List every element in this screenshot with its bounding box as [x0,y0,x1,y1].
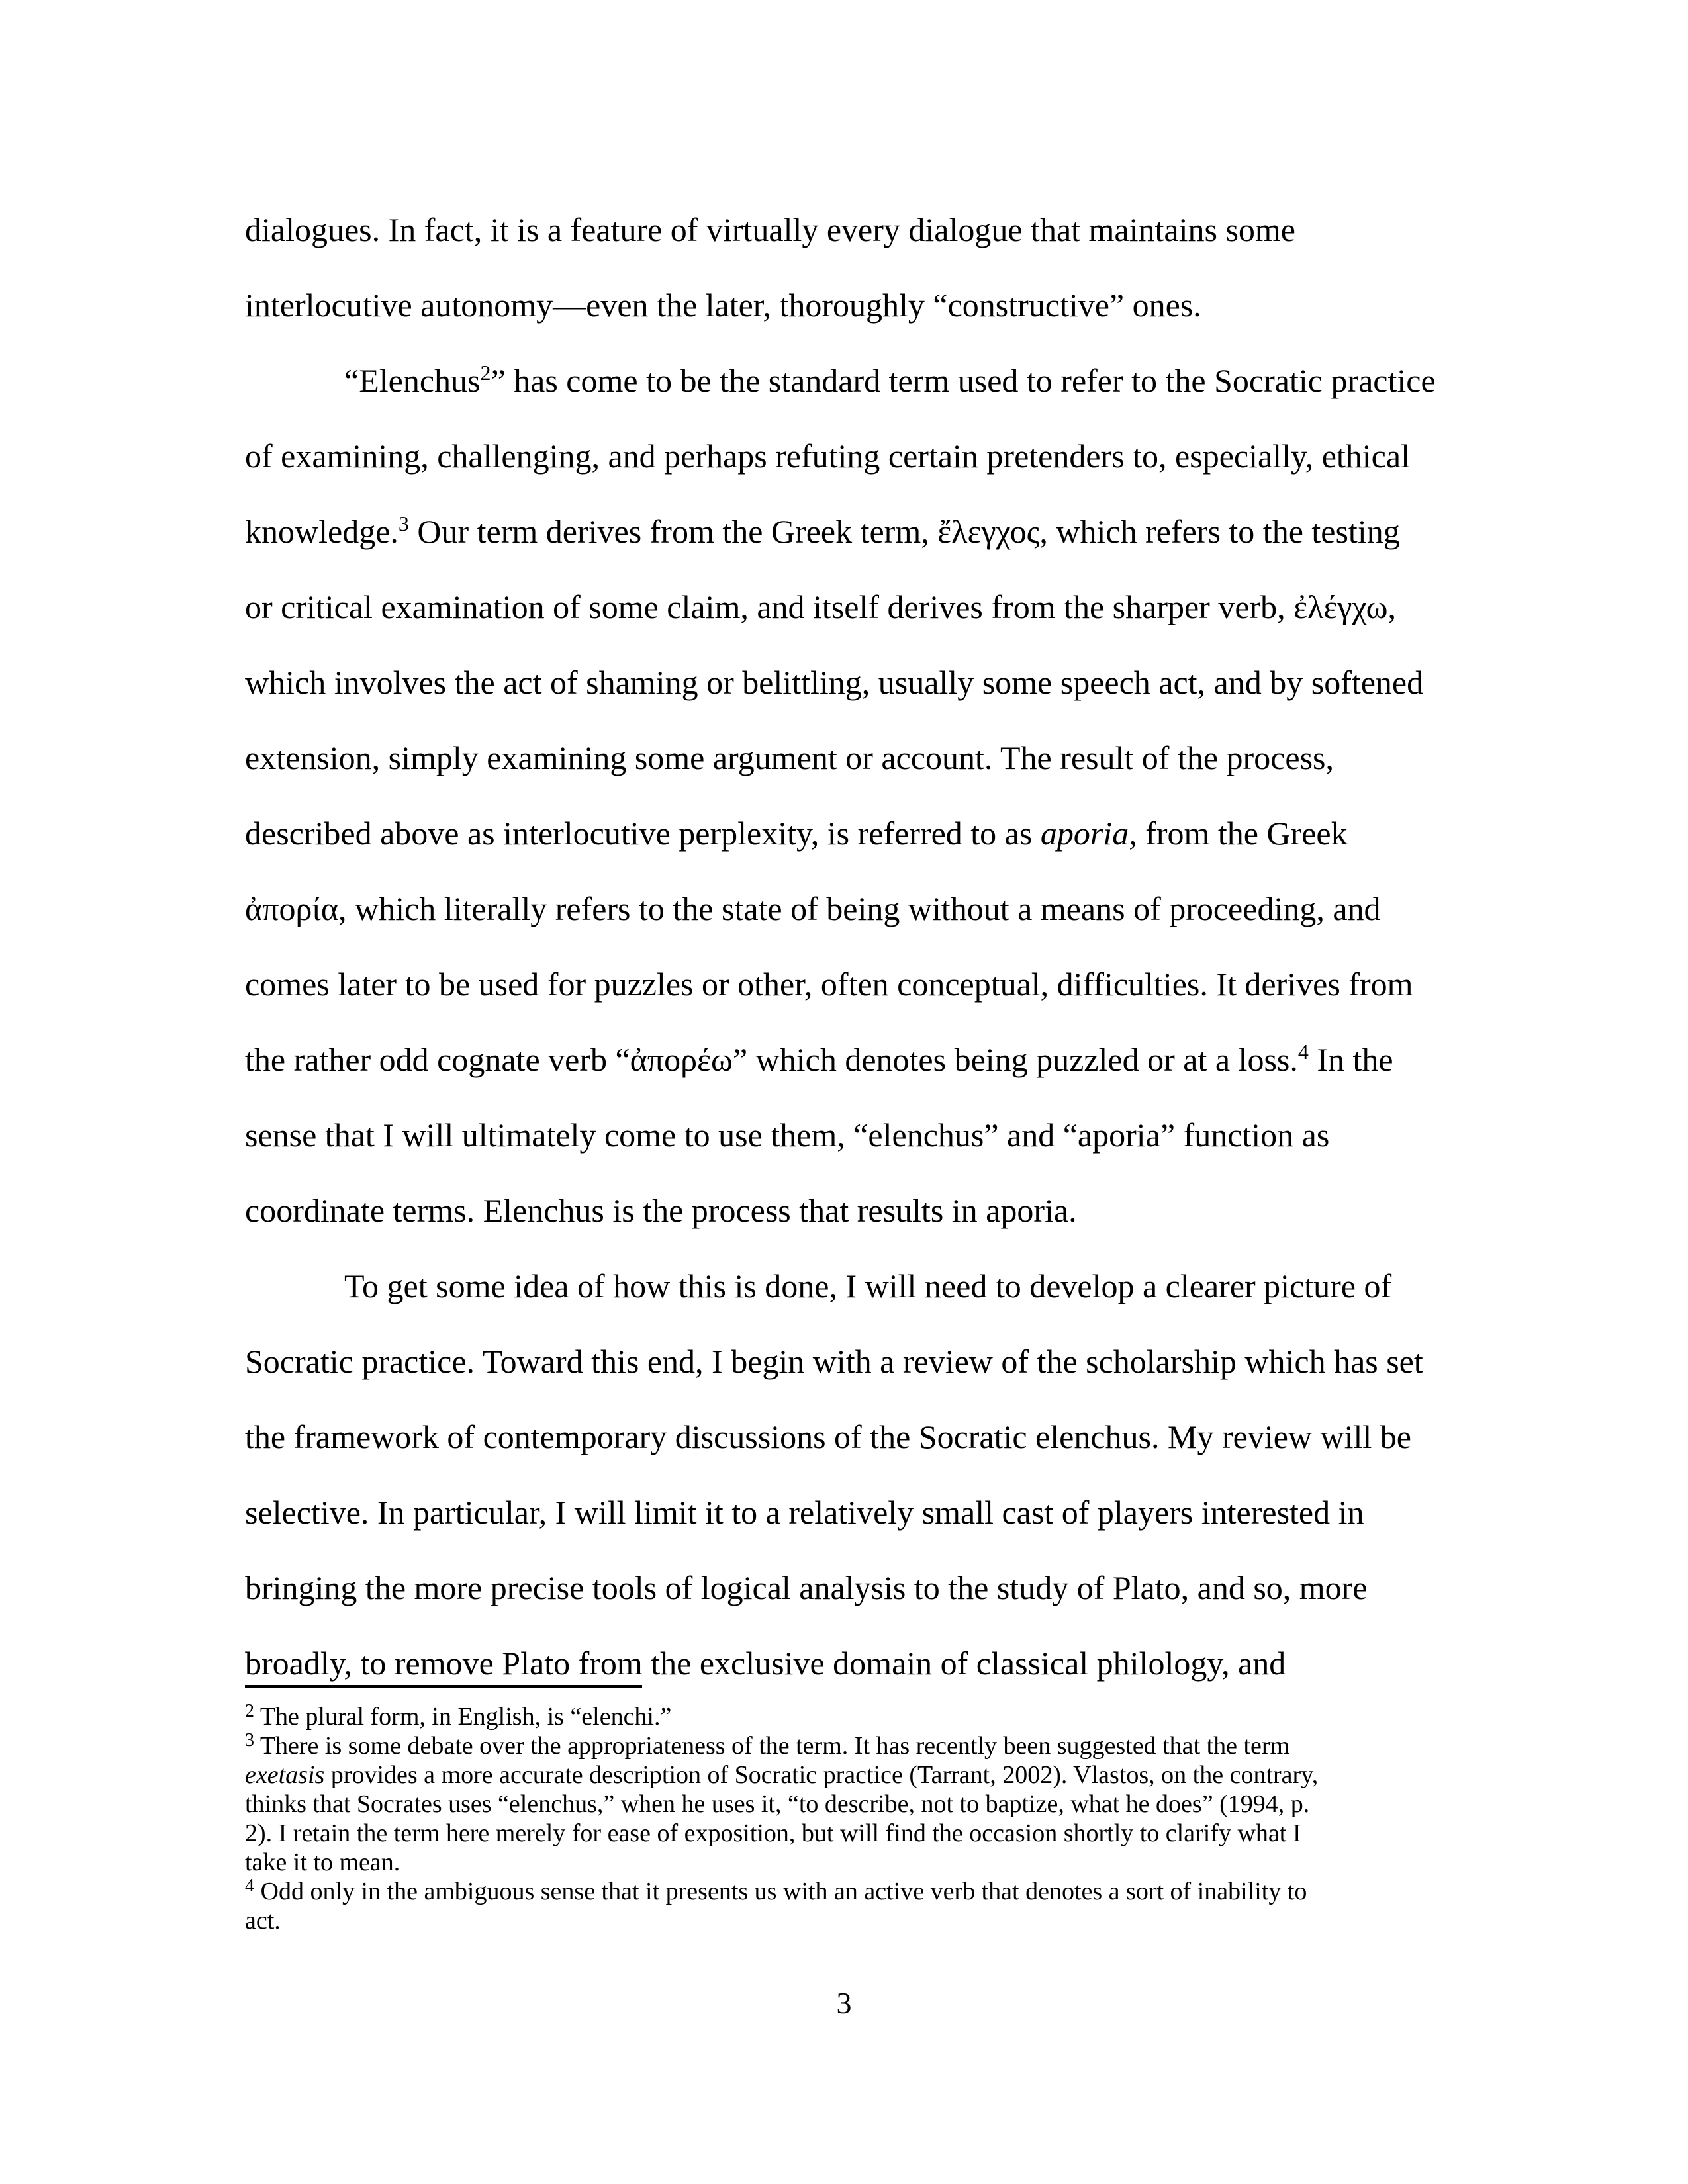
italic-term: exetasis [245,1761,325,1789]
text-line: comes later to be used for puzzles or other, often conceptual, difficulties. It derives from [245,966,1413,1003]
footnote-ref-2: 2 [480,361,491,385]
text-line: selective. In particular, I will limit it to a relatively small cast of players interested in [245,1494,1364,1531]
text-line: of examining, challenging, and perhaps refuting certain pretenders to, especially, ethical [245,437,1410,475]
text-line: bringing the more precise tools of logical analysis to the study of Plato, and so, more [245,1569,1368,1606]
footnote-line: 2). I retain the term here merely for ease of exposition, but will find the occasion shortly to clarify what I [245,1819,1301,1847]
text-line: knowledge.$^3$ Our term derives from the Greek term, ἔλεγχος, which refers to the testing [245,512,1400,550]
page-number: 3 [836,1986,852,2020]
footnote-number: 4 [245,1876,254,1896]
footnote-line: thinks that Socrates uses “elenchus,” when he uses it, “to describe, not to baptize, what he does” (1994, p. [245,1790,1310,1818]
footnote-4: $^4$ Odd only in the ambiguous sense that it presents us with an active verb that denotes a sort of inability to [245,1876,1307,1905]
footnote-2: $^2$ The plural form, in English, is “elenchi.” [245,1701,672,1731]
document-page [245,192,1443,1701]
text-line: ἀπορία, which literally refers to the state of being without a means of proceeding, and [245,890,1381,927]
footnote-line: exetasis provides a more accurate description of Socratic practice (Tarrant, 2002). Vlastos, on the contrary, [245,1761,1319,1789]
text-line: extension, simply examining some argument or account. The result of the process, [245,739,1334,776]
text-line: “Elenchus$^2$” has come to be the standard term used to refer to the Socratic practice [344,361,1436,399]
footnote-3: $^3$ There is some debate over the appropriateness of the term. It has recently been suggested that the term [245,1730,1290,1760]
text-line: the rather odd cognate verb “ἀπορέω” which denotes being puzzled or at a loss.$^4$ In the [245,1040,1393,1078]
text-line: which involves the act of shaming or belittling, usually some speech act, and by softened [245,664,1424,701]
footnote-line: take it to mean. [245,1848,400,1876]
footnotes [245,1702,1443,1935]
body-text [245,192,1443,1701]
text-line: dialogues. In fact, it is a feature of virtually every dialogue that maintains some [245,211,1295,248]
text-line: sense that I will ultimately come to use them, “elenchus” and “aporia” function as [245,1116,1330,1154]
text-line: or critical examination of some claim, and itself derives from the sharper verb, ἐλέγχω, [245,588,1396,625]
text-line: coordinate terms. Elenchus is the process that results in aporia. [245,1192,1077,1229]
footnote-line: act. [245,1907,281,1934]
footnote-ref-4: 4 [1297,1040,1309,1064]
text-line: broadly, to remove Plato from the exclusive domain of classical philology, and [245,1645,1286,1682]
footnote-separator [245,1685,642,1688]
text-line: interlocutive autonomy—even the later, thoroughly “constructive” ones. [245,287,1201,324]
footnote-number: 2 [245,1701,254,1721]
footnote-ref-3: 3 [398,512,409,535]
text-line: the framework of contemporary discussions of the Socratic elenchus. My review will be [245,1418,1411,1455]
text-line: described above as interlocutive perplexity, is referred to as aporia, from the Greek [245,815,1348,852]
footnote-number: 3 [245,1730,254,1751]
text-line: Socratic practice. Toward this end, I begin with a review of the scholarship which has set [245,1343,1423,1380]
italic-term: aporia [1040,815,1129,852]
text-line: To get some idea of how this is done, I will need to develop a clearer picture of [344,1267,1392,1304]
